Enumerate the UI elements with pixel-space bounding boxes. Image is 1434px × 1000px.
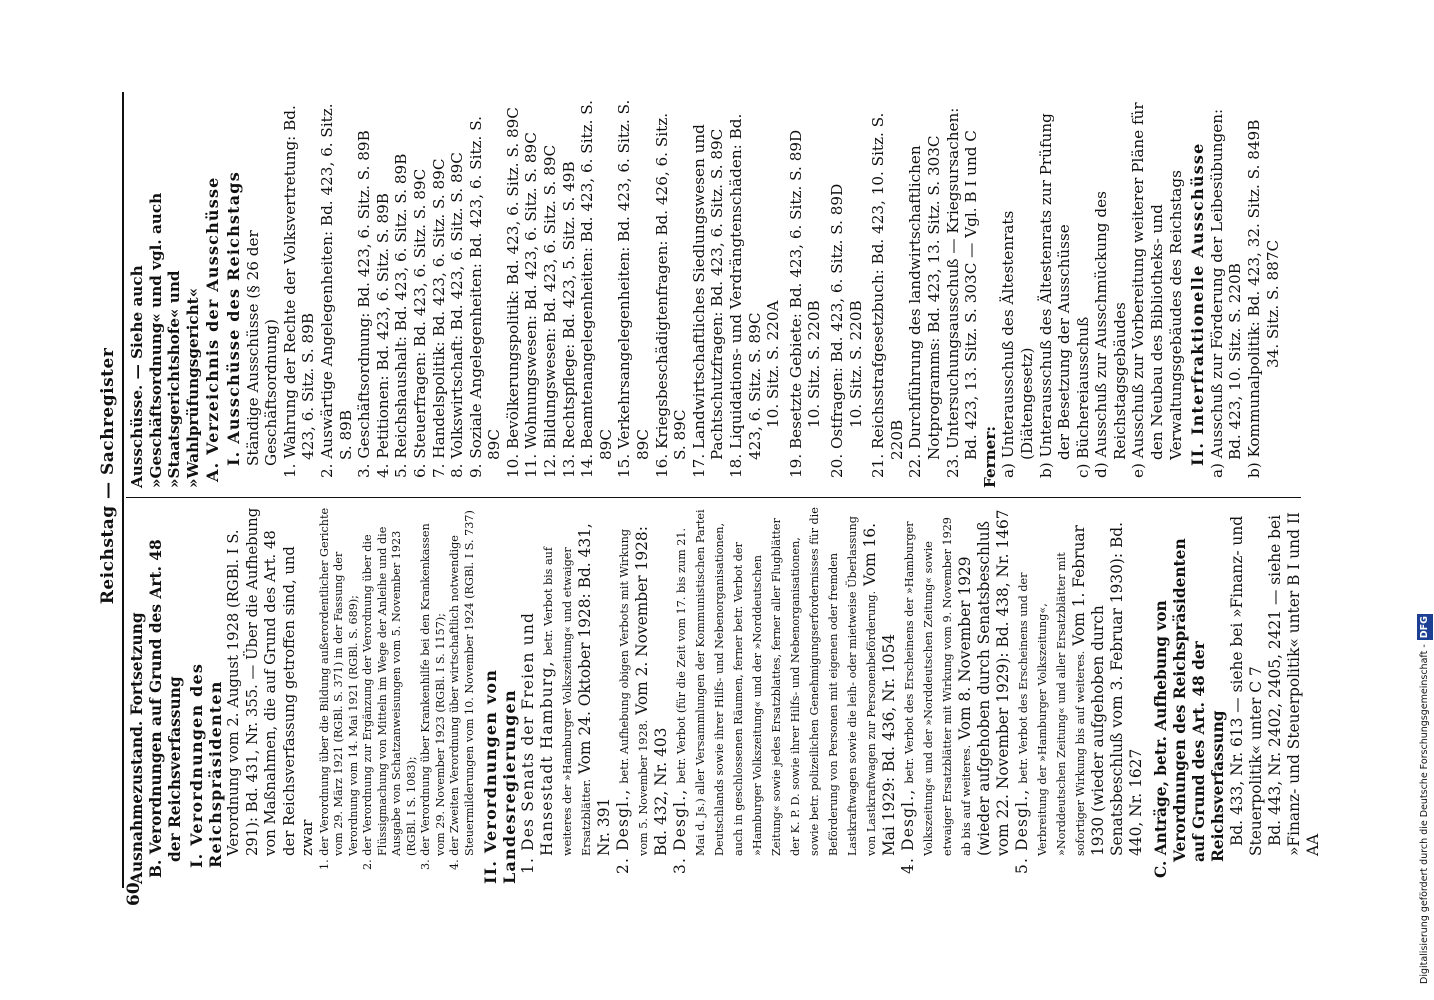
section-b-i-title: I. Verordnungen des Reichspräsidenten — [187, 662, 225, 868]
item-date: Vom 16. Mai 1929: Bd. 436, Nr. 1054 — [861, 523, 898, 856]
section-a-ii-title: II. Interfraktionelle Ausschüsse — [1188, 142, 1208, 466]
item-detail: betr. Verbot (für die Zeit vom 17. bis zum 21. Mai d. Js.) aller Versammlungen der Kommunistischen Partei Deutschlands sowie ihrer Hilfs- und Nebenorganisationen, auch in geschlossenen Räumen, ferner betr. Verbot der »Hamburger Volkszeitung« und der »Norddeutschen Zeitung« sowie jedes Ersatzblattes, ferner aller Flugblätter der K. P. D. sowie ihrer Hilfs- und Nebenorganisationen, sowie betr. polizeilichen Genehmigungserfordernisses für die Beförderung von Personen mit eigenen oder fremden Lastkraftwagen sowie die leih- oder mietweise Überlassung von Lastkraftwagen zur Personenbeförderung. — [675, 507, 878, 856]
header-rule — [122, 92, 124, 888]
digitization-note — [1417, 8, 1433, 992]
list-item: 11. Wohnungswesen: Bd. 423, 6. Sitz. S. 89C — [522, 132, 541, 478]
left-column — [128, 506, 1323, 884]
list-item-continuation: 34. Sitz. S. 887C — [1263, 239, 1282, 368]
item-main: 3. Desgl., — [671, 788, 689, 874]
list-item: 13. Rechtspflege: Bd. 423, 5. Sitz. S. 49B — [559, 161, 578, 478]
list-item: 16. Kriegsbeschädigtenfragen: Bd. 426, 6. Sitz. S. 89C — [652, 112, 690, 478]
list-item: 22. Durchführung des landwirtschaftlichen Notprogramms: Bd. 423, 13. Sitz. S. 303C — [906, 135, 943, 478]
item-detail: betr. Aufhebung obigen Verbots mit Wirkung vom 5. November 1928. — [618, 529, 650, 856]
item-date: Vom 2. November 1928: Bd. 432, Nr. 403 — [633, 526, 670, 856]
list-item: 14. Beamtenangelegenheiten: Bd. 423, 6. Sitz. S. 89C — [578, 100, 615, 478]
list-item: a) Unterausschuß des Ältestenrats (Diätengesetz) — [999, 210, 1036, 478]
item-main: 4. Desgl., — [899, 788, 917, 874]
section-c-title: C. Anträge, betr. Aufhebung von Verordnungen des Reichspräsidenten auf Grund des Art. 48 der Reichsverfassung — [1152, 538, 1227, 878]
list-item: 3. Geschäftsordnung: Bd. 423, 6. Sitz. S. 89B — [355, 130, 374, 478]
list-item: 1. Wahrung der Rechte der Volksvertretung: Bd. 423, 6. Sitz. S. 89B — [280, 105, 318, 478]
b-i-item: 4. der Zweiten Verordnung über wirtschaftlich notwendige Steuermilderungen vom 10. November 1924 (RGBl. I S. 737) — [448, 510, 476, 870]
item-main: 5. Desgl., — [1013, 788, 1031, 874]
list-item-continuation: 10. Sitz. S. 220B — [846, 300, 865, 428]
list-item — [899, 506, 1013, 884]
list-item: 6. Steuerfragen: Bd. 423, 6. Sitz. S. 89C — [410, 168, 429, 478]
c-line: Bd. 443, Nr. 2402, 2405, 2421 — siehe bei »Finanz- und Steuerpolitik« unter B I und II AA — [1266, 512, 1322, 856]
item-date: Vom 8. November 1929 (wieder aufgehoben durch Senatsbeschluß vom 22. November 1929): Bd. 438, Nr. 1467 — [956, 509, 1012, 856]
list-item — [519, 506, 614, 884]
item-detail: betr. Verbot des Erscheinens der »Hamburger Volkszeitung« und der »Norddeutschen Zeitung« sowie etwaiger Ersatzblätter mit Wirkung vom 9. November 1929 ab bis auf weiteres. — [903, 517, 973, 856]
list-item: b) Unterausschuß des Ältestenrats zur Prüfung der Besetzung der Ausschüsse — [1036, 113, 1074, 478]
heading-ausnahmezustand: Ausnahmezustand. Fortsetzung — [128, 612, 146, 884]
b-i-item: 2. der Verordnung zur Ergänzung der Verordnung über die Flüssigmachung von Mitteln im Wege der Anleihe und die Ausgabe von Schatzanweisungen vom 5. November 1923 (RGBl. I S. 1083); — [361, 526, 418, 870]
standing-committees-label: Ständige Ausschüsse (§ 26 der Geschäftsordnung) — [243, 230, 281, 466]
item-detail: betr. Verbot bis auf weiteres der »Hamburger Volkszeitung« und etwaiger Ersatzblätter. — [542, 547, 593, 856]
item-date: Vom 24. Oktober 1928: Bd. 431, Nr. 391 — [576, 523, 613, 856]
list-item — [614, 506, 671, 884]
section-a-title: A. Verzeichnis der Ausschüsse — [203, 176, 223, 482]
b-i-item: 1. der Verordnung über die Bildung außerordentlicher Gerichte vom 29. März 1921 (RGBl. S. 371) in der Fassung der Verordnung vom 14. Mai 1921 (RGBl. S. 689); — [317, 507, 360, 870]
list-item-continuation: 10. Sitz. S. 220B — [805, 300, 824, 428]
list-item: 2. Auswärtige Angelegenheiten: Bd. 423, 6. Sitz. S. 89B — [317, 103, 355, 478]
item-date: Vom 1. Februar 1930 (wieder aufgehoben durch Senatsbeschluß vom 3. Februar 1930): Bd. 440, Nr. 1627 — [1070, 521, 1145, 856]
list-item — [1013, 506, 1146, 884]
list-item: d) Ausschuß zur Ausschmückung des Reichstagsgebäudes — [1092, 191, 1129, 478]
list-item: a) Ausschuß zur Förderung der Leibesübungen: Bd. 423, 10. Sitz. S. 220B — [1207, 108, 1245, 478]
list-item: 20. Ostfragen: Bd. 423, 6. Sitz. S. 89D — [827, 183, 846, 478]
section-b-title: B. Verordnungen auf Grund des Art. 48 der Reichsverfassung — [147, 539, 184, 878]
list-item: b) Kommunalpolitik: Bd. 423, 32. Sitz. S. 849B — [1245, 119, 1264, 478]
page-number: 60 — [124, 882, 144, 906]
ferner-label: Ferner: — [980, 426, 999, 488]
list-item: 4. Petitionen: Bd. 423, 6. Sitz. S. 89B — [373, 193, 392, 478]
list-item: 17. Landwirtschaftliches Siedlungswesen und Pachtschutzfragen: Bd. 423, 6. Sitz. S. 89C — [689, 124, 727, 478]
list-item: 9. Soziale Angelegenheiten: Bd. 423, 6. Sitz. S. 89C — [466, 116, 504, 478]
heading-ausschuesse: Ausschüsse. — Siehe auch »Geschäftsordnung« und vgl. auch »Staatsgerichtshofe« und »Wahlprüfungsgericht« — [128, 192, 202, 488]
list-item-continuation: 10. Sitz. S. 220A — [764, 300, 783, 428]
right-column — [128, 96, 1282, 488]
list-item: 21. Reichsstrafgesetzbuch: Bd. 423, 10. Sitz. S. 220B — [869, 112, 906, 478]
item-main: 1. Des Senats der Freien und Hansestadt Hamburg, — [519, 612, 556, 874]
b-i-intro: Verordnung vom 2. August 1928 (RGBl. I S. 291): Bd. 431, Nr. 355. — Über die Aufhebung von Maßnahmen, die auf Grund des Art. 48 der Reichsverfassung getroffen sind, und zwar — [225, 507, 316, 856]
c-line: Bd. 433, Nr. 613 — siehe bei »Finanz- und Steuerpolitik« unter C 7 — [1228, 515, 1265, 856]
column-divider — [126, 497, 1301, 498]
list-item: 19. Besetzte Gebiete: Bd. 423, 6. Sitz. S. 89D — [786, 129, 805, 478]
list-item: 10. Bevölkerungspolitik: Bd. 423, 6. Sitz. S. 89C — [503, 107, 522, 478]
item-main: 2. Desgl., — [614, 788, 632, 874]
b-i-item: 3. der Verordnung über Krankenhilfe bei den Krankenkassen vom 29. November 1923 (RGBl. I S. 1157); — [419, 523, 447, 870]
item-detail: betr. Verbot des Erscheinens und der Verbreitung der »Hamburger Volkszeitung«, »Norddeutschen Zeitung« und aller Ersatzblätter mit sofortiger Wirkung bis auf weiteres. — [1017, 552, 1087, 856]
list-item: 15. Verkehrsangelegenheiten: Bd. 423, 6. Sitz. S. 89C — [615, 99, 653, 478]
section-a-i-title: I. Ausschüsse des Reichstags — [223, 171, 243, 466]
list-item: 7. Handelspolitik: Bd. 423, 6. Sitz. S. 89C — [429, 158, 448, 478]
list-item: 23. Untersuchungsausschuß — Kriegsursachen: Bd. 423, 13. Sitz. S. 303C — Vgl. B I und C — [943, 107, 981, 478]
list-item: 5. Reichshaushalt: Bd. 423, 6. Sitz. S. 89B — [392, 153, 411, 478]
list-item: c) Büchereiausschuß — [1073, 316, 1092, 478]
dfg-logo: DFG — [1417, 614, 1433, 640]
digitization-note-text — [1417, 16, 1433, 984]
list-item: e) Ausschuß zur Vorbereitung weiterer Pläne für den Neubau des Bibliotheks- und Verwaltungsgebäudes des Reichstags — [1129, 102, 1185, 478]
list-item: 12. Bildungswesen: Bd. 423, 6. Sitz. S. 89C — [541, 144, 560, 478]
list-item — [671, 506, 899, 884]
note-text: Digitalisierung gefördert durch die Deutsche Forschungsgemeinschaft - — [1419, 644, 1430, 984]
list-item: 18. Liquidations- und Verdrängtenschäden: Bd. 423, 6. Sitz. S. 89C — [727, 113, 764, 478]
running-title: Reichstag — Sachregister — [98, 347, 118, 605]
list-item: 8. Volkswirtschaft: Bd. 423, 6. Sitz. S. 89C — [448, 152, 467, 478]
section-b-ii-title: II. Verordnungen von Landesregierungen — [481, 668, 519, 884]
